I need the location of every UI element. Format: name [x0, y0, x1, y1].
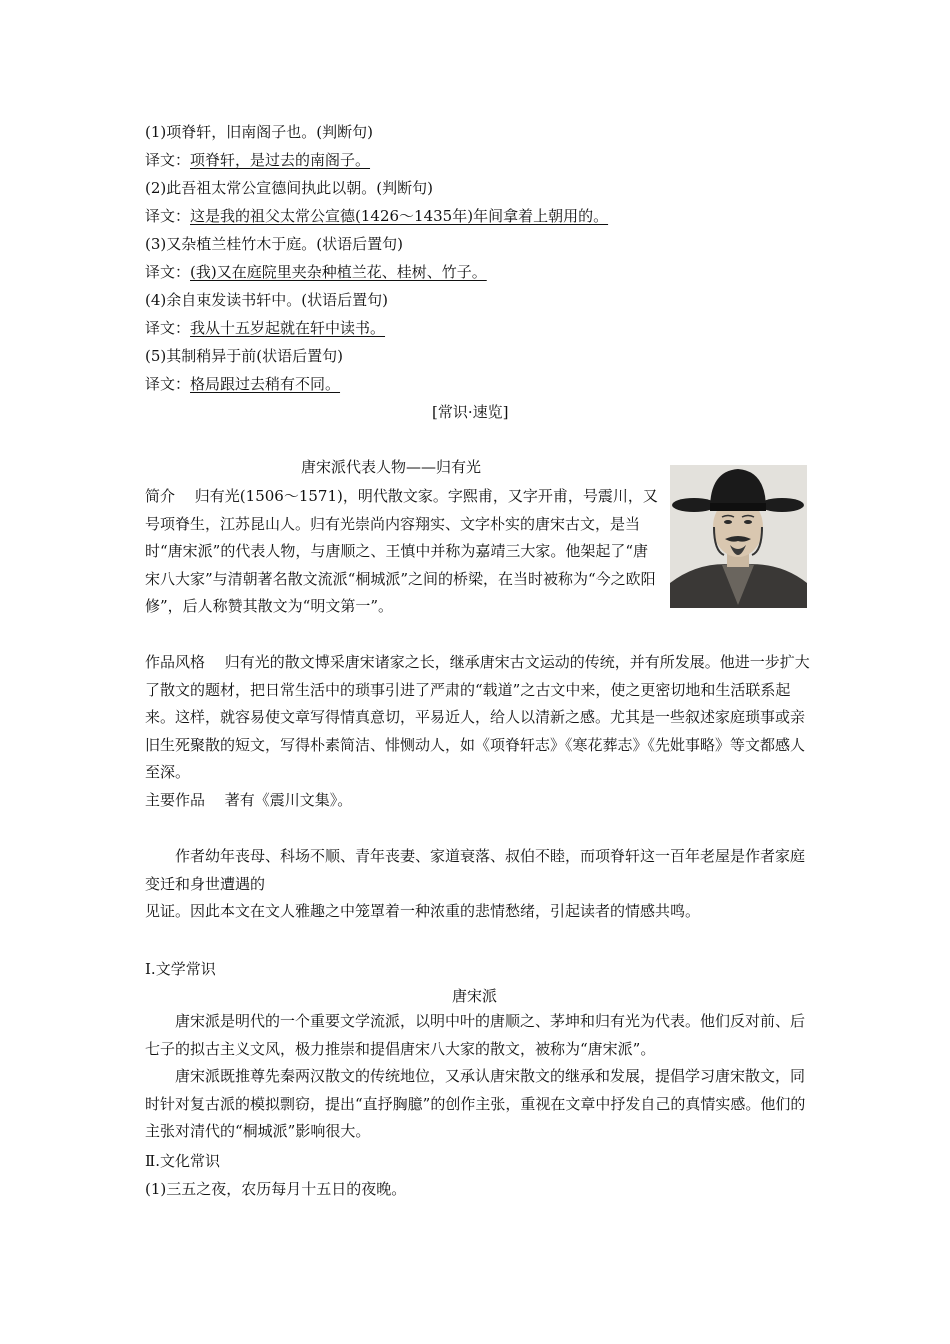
portrait-of-gui-youguang-icon — [670, 465, 807, 608]
bio-title: 唐宋派代表人物——归有光 — [301, 458, 482, 476]
sentence-3: (3)又杂植兰桂竹木于庭。(状语后置句) — [145, 235, 403, 253]
literary-paragraph-2: 唐宋派既推尊先秦两汉散文的传统地位，又承认唐宋散文的继承和发展，提倡学习唐宋散文，同时针对复古派的模拟剽窃，提出“直抒胸臆”的创作主张，重视在文章中抒发自己的真情实感。他们的主张对清代的“桐城派”影响很大。 — [145, 1067, 806, 1140]
section-heading: [常识·速览] — [432, 403, 509, 421]
sentence-2: (2)此吾祖太常公宣德间执此以朝。(判断句) — [145, 179, 433, 197]
bio-works: 主要作品 著有《震川文集》。 — [145, 791, 353, 809]
bio-style: 作品风格 归有光的散文博采唐宋诸家之长，继承唐宋古文运动的传统，并有所发展。他进一步扩大了散文的题材，把日常生活中的琐事引进了严肃的“载道”之古文中来，使之更密切地和生活联系起来。这样，就容易使文章写得情真意切，平易近人，给人以清新之感。尤其是一些叙述家庭琐事或亲旧生死聚散的短文，写得朴素简洁、悱恻动人，如《项脊轩志》《寒花葬志》《先妣事略》等文都感人至深。 — [145, 653, 810, 781]
translation-5: 译文：格局跟过去稍有不同。 — [145, 375, 341, 393]
sentence-5: (5)其制稍异于前(状语后置句) — [145, 347, 343, 365]
translation-3: 译文：(我)又在庭院里夹杂种植兰花、桂树、竹子。 — [145, 263, 487, 281]
literary-heading: Ⅰ.文学常识 — [145, 960, 216, 978]
translation-4: 译文：我从十五岁起就在轩中读书。 — [145, 319, 386, 337]
literary-paragraph-1: 唐宋派是明代的一个重要文学流派，以明中叶的唐顺之、茅坤和归有光为代表。他们反对前、后七子的拟古主义文风，极力推崇和提倡唐宋八大家的散文，被称为“唐宋派”。 — [145, 1012, 806, 1058]
sentence-1: (1)项脊轩，旧南阁子也。(判断句) — [145, 123, 373, 141]
background-paragraph: 作者幼年丧母、科场不顺、青年丧妻、家道衰落、叔伯不睦，而项脊轩这一百年老屋是作者家庭变迁和身世遭遇的 — [145, 847, 806, 893]
translation-2: 译文：这是我的祖父太常公宣德(1426～1435年)年间拿着上朝用的。 — [145, 207, 609, 225]
translation-1: 译文：项脊轩，是过去的南阁子。 — [145, 151, 371, 169]
background-paragraph-end: 见证。因此本文在文人雅趣之中笼罩着一种浓重的悲情愁绪，引起读者的情感共鸣。 — [145, 902, 701, 920]
portrait-image — [670, 465, 807, 608]
cultural-item-1: (1)三五之夜，农历每月十五日的夜晚。 — [145, 1180, 407, 1198]
sentence-4: (4)余自束发读书轩中。(状语后置句) — [145, 291, 388, 309]
bio-intro: 简介 归有光(1506～1571)，明代散文家。字熙甫，又字开甫，号震川，又号项脊生，江苏昆山人。归有光崇尚内容翔实、文字朴实的唐宋古文，是当时“唐宋派”的代表人物，与唐顺之、王慎中并称为嘉靖三大家。他架起了“唐宋八大家”与清朝著名散文流派“桐城派”之间的桥梁，在当时被称为“今之欧阳修”，后人称赞其散文为“明文第一”。 — [145, 487, 658, 615]
cultural-heading: Ⅱ.文化常识 — [145, 1152, 220, 1170]
literary-title: 唐宋派 — [452, 987, 498, 1005]
